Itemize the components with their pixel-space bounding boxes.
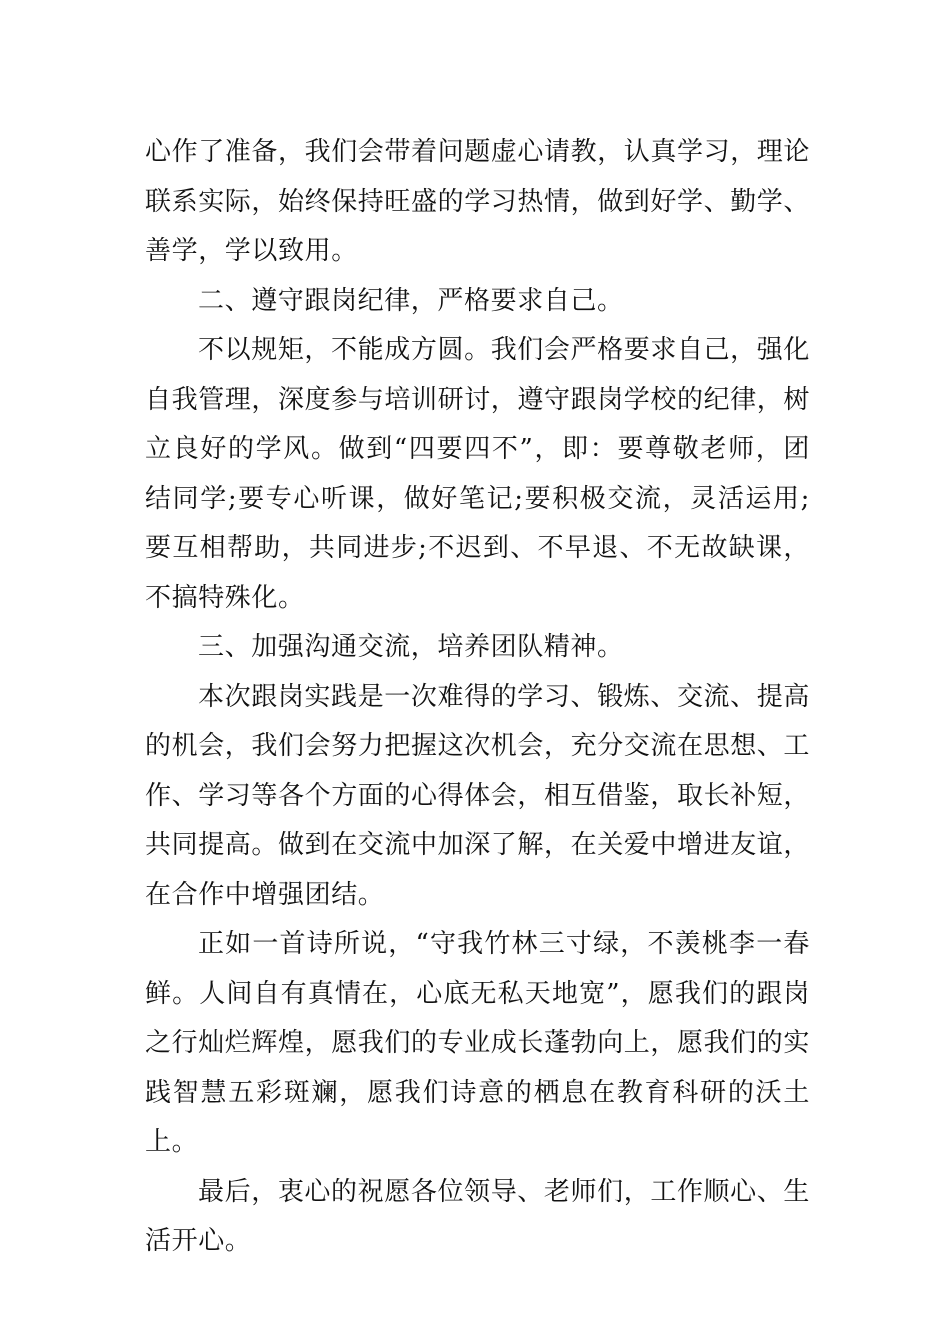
section-heading-3: 三、加强沟通交流，培养团队精神。 <box>198 632 624 662</box>
section-heading-2: 二、遵守跟岗纪律，严格要求自己。 <box>198 285 624 316</box>
paragraph-poem: 正如一首诗所说，“守我竹林三寸绿，不羡桃李一春鲜。人间自有真情在，心底无私天地宽”，愿我们的跟岗之行灿烂辉煌，愿我们的专业成长蓬勃向上，愿我们的实践智慧五彩斑斓，愿我们诗意的栖息在教育科研的沃土上。 <box>145 929 811 1157</box>
document-body <box>145 128 810 1267</box>
paragraph-closing: 最后，衷心的祝愿各位领导、老师们，工作顺心、生活开心。 <box>145 1176 810 1256</box>
paragraph-communication: 本次跟岗实践是一次难得的学习、锻炼、交流、提高的机会，我们会努力把握这次机会，充分交流在思想、工作、学习等各个方面的心得体会，相互借鉴，取长补短，共同提高。做到在交流中加深了解，在关爱中增进友谊，在合作中增强团结。 <box>145 681 811 910</box>
paragraph-continuation: 心作了准备，我们会带着问题虚心请教，认真学习，理论联系实际，始终保持旺盛的学习热情，做到好学、勤学、善学，学以致用。 <box>145 137 811 266</box>
paragraph-discipline: 不以规矩，不能成方圆。我们会严格要求自己，强化自我管理，深度参与培训研讨，遵守跟岗学校的纪律，树立良好的学风。做到“四要四不”，即：要尊敬老师，团结同学;要专心听课，做好笔记;要积极交流，灵活运用;要互相帮助，共同进步;不迟到、不早退、不无故缺课，不搞特殊化。 <box>145 335 811 613</box>
